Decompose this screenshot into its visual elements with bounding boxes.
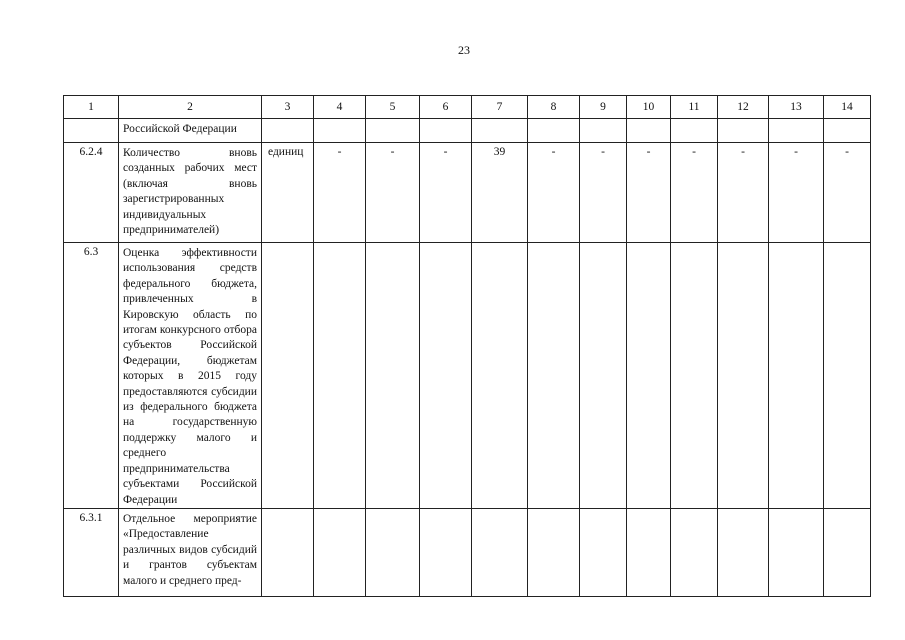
row-number-cell [64, 119, 119, 143]
value-cell [420, 508, 472, 596]
value-cell [528, 119, 580, 143]
value-cell: - [528, 143, 580, 243]
header-cell: 3 [262, 96, 314, 119]
value-cell: - [718, 143, 769, 243]
value-cell [718, 243, 769, 509]
header-cell: 7 [472, 96, 528, 119]
value-cell: - [824, 143, 871, 243]
value-cell [580, 119, 627, 143]
table-row [64, 508, 871, 596]
value-cell [671, 119, 718, 143]
header-cell: 6 [420, 96, 472, 119]
unit-cell: единиц [262, 143, 314, 243]
header-cell: 8 [528, 96, 580, 119]
value-cell [472, 243, 528, 509]
value-cell [472, 119, 528, 143]
value-cell [718, 119, 769, 143]
header-cell: 14 [824, 96, 871, 119]
header-cell: 13 [769, 96, 824, 119]
page-number: 23 [458, 43, 470, 57]
table-row [64, 143, 871, 243]
unit-cell [262, 508, 314, 596]
value-cell [769, 508, 824, 596]
value-cell [769, 119, 824, 143]
value-cell [824, 243, 871, 509]
value-cell [420, 119, 472, 143]
value-cell [718, 508, 769, 596]
row-number-cell: 6.3 [64, 243, 119, 509]
indicator-name-cell: Отдельное мероприятие «Предоставление различных видов субсидий и грантов субъектам малого и среднего пред- [119, 508, 262, 596]
value-cell [366, 508, 420, 596]
value-cell [824, 119, 871, 143]
value-cell: 39 [472, 143, 528, 243]
header-cell: 2 [119, 96, 262, 119]
unit-cell [262, 119, 314, 143]
header-cell: 12 [718, 96, 769, 119]
indicator-name-cell: Количество вновь созданных рабочих мест (включая вновь зарегистрированных индивидуальных предпринимателей) [119, 143, 262, 243]
value-cell: - [627, 143, 671, 243]
unit-cell [262, 243, 314, 509]
header-cell: 4 [314, 96, 366, 119]
value-cell [314, 119, 366, 143]
value-cell [627, 508, 671, 596]
value-cell [366, 243, 420, 509]
header-cell: 10 [627, 96, 671, 119]
value-cell [627, 243, 671, 509]
value-cell: - [769, 143, 824, 243]
value-cell: - [580, 143, 627, 243]
value-cell [472, 508, 528, 596]
header-row [64, 96, 871, 119]
value-cell [420, 243, 472, 509]
value-cell [314, 508, 366, 596]
table-row [64, 119, 871, 143]
value-cell: - [420, 143, 472, 243]
value-cell [671, 243, 718, 509]
value-cell [528, 508, 580, 596]
value-cell: - [314, 143, 366, 243]
indicator-name-cell: Оценка эффективности использования средств федерального бюджета, привлеченных в Кировскую область по итогам конкурсного отбора субъектов Российской Федерации, бюджетам которых в 2015 году предоставляются субсидии из федерального бюджета на государственную поддержку малого и среднего предпринимательства субъектами Российской Федерации [119, 243, 262, 509]
row-number-cell: 6.2.4 [64, 143, 119, 243]
header-cell: 5 [366, 96, 420, 119]
value-cell [769, 243, 824, 509]
value-cell [580, 243, 627, 509]
header-cell: 11 [671, 96, 718, 119]
table-row [64, 243, 871, 509]
value-cell [314, 243, 366, 509]
indicator-name-cell: Российской Федерации [119, 119, 262, 143]
header-cell: 1 [64, 96, 119, 119]
value-cell [528, 243, 580, 509]
indicators-table [63, 95, 871, 597]
value-cell [366, 119, 420, 143]
row-number-cell: 6.3.1 [64, 508, 119, 596]
header-cell: 9 [580, 96, 627, 119]
value-cell [580, 508, 627, 596]
value-cell [627, 119, 671, 143]
value-cell [824, 508, 871, 596]
value-cell: - [366, 143, 420, 243]
value-cell [671, 508, 718, 596]
value-cell: - [671, 143, 718, 243]
